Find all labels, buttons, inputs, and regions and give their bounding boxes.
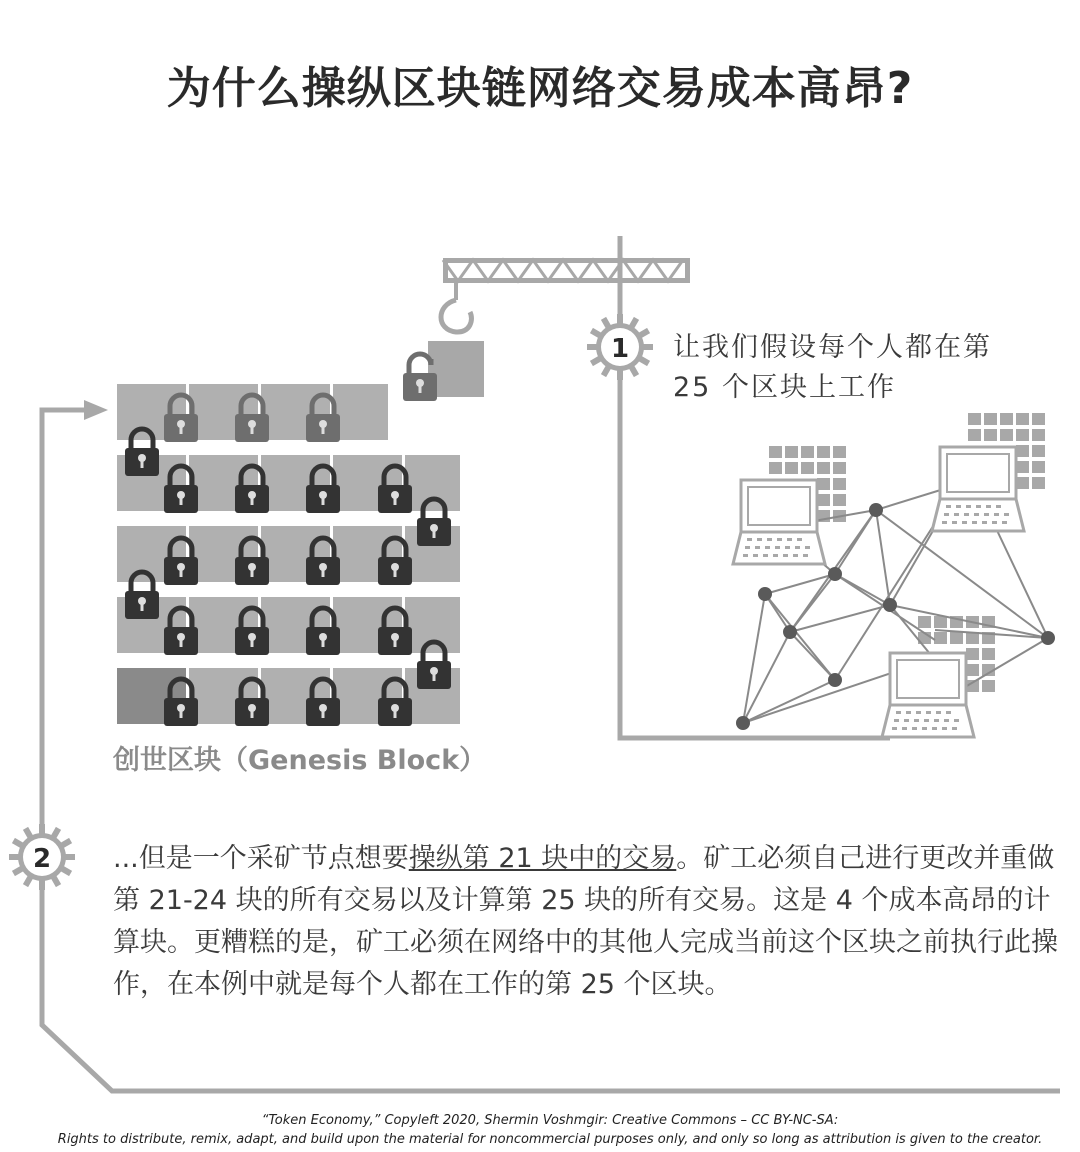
network-node-icon <box>736 716 750 730</box>
network-node-icon <box>783 625 797 639</box>
network-node-icon <box>1041 631 1055 645</box>
step1-number: 1 <box>610 334 630 364</box>
laptop-icon <box>932 447 1024 531</box>
network-node-icon <box>869 503 883 517</box>
network-node-icon <box>883 598 897 612</box>
credit-line-2: Rights to distribute, remix, adapt, and build upon the material for noncommercial purposes only, and only so long as attribution is given to the creator. <box>57 1132 1043 1147</box>
genesis-block-label: 创世区块（Genesis Block） <box>113 745 487 776</box>
step2-text-after: 。矿工必须自己进行更改并重做第 21-24 块的所有交易以及计算第 25 块的所有交易。这是 4 个成本高昂的计算块。更糟糕的是，矿工必须在网络中的其他人完成当前这个区块之前执行此操作，在本例中就是每个人都在工作的第 25 个区块。 <box>113 843 1058 1000</box>
network-node-icon <box>828 567 842 581</box>
network-node-icon <box>758 587 772 601</box>
credit-line-1: “Token Economy,” Copyleft 2020, Shermin Voshmgir: Creative Commons – CC BY-NC-SA: <box>261 1113 839 1128</box>
step2-text-before: ...但是一个采矿节点想要 <box>113 843 409 874</box>
step2-number: 2 <box>32 844 52 874</box>
block <box>333 384 388 440</box>
network-node-icon <box>828 673 842 687</box>
network-illustration <box>733 413 1055 737</box>
page-title: 为什么操纵区块链网络交易成本高昂? <box>166 63 914 114</box>
step2-description <box>113 838 1068 1006</box>
step1-line1: 让我们假设每个人都在第 <box>673 332 992 363</box>
step2-text-underlined: 操纵第 21 块中的交易 <box>408 843 677 874</box>
step1-line2: 25 个区块上工作 <box>673 372 896 403</box>
arrow-icon <box>84 400 108 420</box>
laptop-icon <box>882 653 974 737</box>
block <box>405 455 460 511</box>
padlock-icon <box>403 354 437 401</box>
laptop-icon <box>733 480 825 564</box>
step1-description <box>673 328 992 408</box>
